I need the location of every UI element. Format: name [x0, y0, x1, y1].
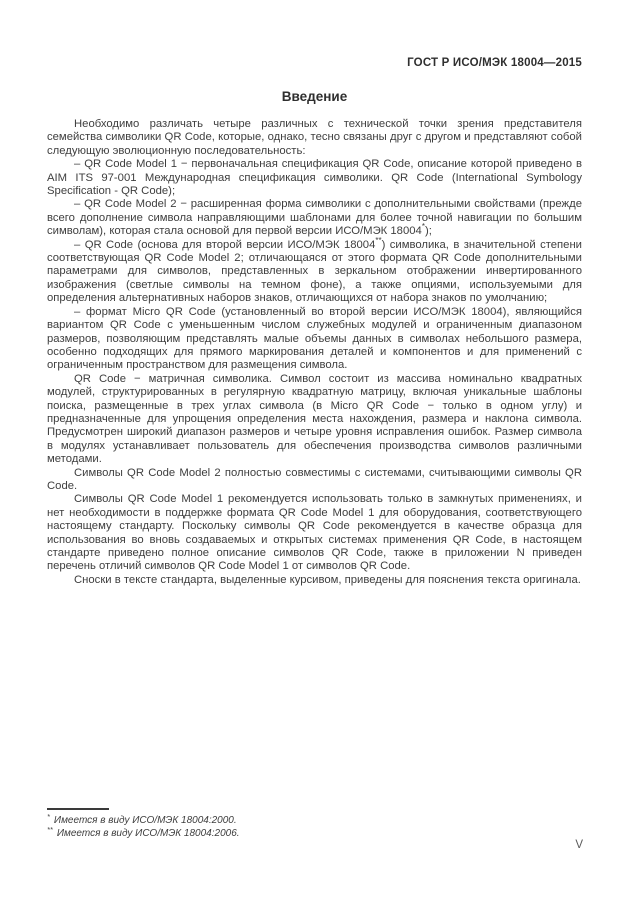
footnote-marker: *: [47, 811, 50, 821]
page-number: V: [575, 839, 583, 851]
paragraph-model1-recommendation: [47, 493, 582, 573]
footnote-1: [47, 811, 582, 827]
footnote-text: Имеется в виду ИСО/МЭК 18004:2000.: [53, 815, 237, 826]
paragraph-text: Символы QR Code Model 1 рекомендуется использовать только в замкнутых применениях, и нет необходимости в поддержке формата QR Code Model 1 для оборудования, соответствующего настоящему стандарту. Поскольку символы QR Code рекомендуется в качестве образца для использования во вновь создаваемых и открытых системах применения QR Code, в настоящем стандарте приведено полное описание символов QR Code, также в приложении N приведен перечень отличий символов QR Code Model 1 от символов QR Code.: [47, 493, 582, 573]
paragraph-text: ) символика, в значительной степени соответствующая QR Code Model 2; отличающаяся от этого формата QR Code дополнительными параметрами для символов, представленных в зеркальном отображении инвертированного изображения (светлые символы на темном фоне), а также опциями, используемыми для определения альтернативных наборов знаков, отличающихся от набора знаков по умолчанию;: [47, 238, 582, 305]
paragraph-text: );: [424, 225, 432, 238]
paragraph-text: Сноски в тексте стандарта, выделенные курсивом, приведены для пояснения текста оригинала.: [74, 573, 581, 586]
footnote-separator: [47, 808, 109, 810]
footnote-reference-marker: *: [421, 222, 425, 232]
paragraph-matrix-symbology: [47, 373, 582, 467]
paragraph-qr-model-2: [47, 198, 582, 238]
paragraph-text: QR Code − матричная символика. Символ состоит из массива номинально квадратных модулей, структурированных в регулярную квадратную матрицу, включая уникальные шаблоны поиска, размещенные в трех углах символа (в Micro QR Code − только в одном углу) и предназначенные для упрощения определения места нахождения, размера и наклона символа. Предусмотрен широкий диапазон размеров и четыре уровня исправления ошибок. Размер символа в модулях устанавливает пользователь для обеспечения производства символов различными методами.: [47, 372, 582, 466]
paragraph-text: Необходимо различать четыре различных с технической точки зрения представителя семейства символики QR Code, которые, однако, тесно связаны друг с другом и представляют собой следующую эволюционную последовательность:: [47, 118, 582, 157]
footnote-reference-marker: **: [375, 235, 382, 245]
footnote-2: [47, 824, 582, 840]
paragraph-text: – формат Micro QR Code (установленный во второй версии ИСО/МЭК 18004), являющийся вариантом QR Code с уменьшенным числом служебных модулей и ограниченным диапазоном размеров, позволяющим представлять малые объемы данных в символах небольшого размера, особенно подходящих для прямого маркирования деталей и компонентов и для применений с ограниченным пространством для размещения символа.: [47, 305, 582, 372]
footnote-marker: **: [47, 824, 53, 834]
paragraph-qr-code: [47, 235, 582, 306]
document-standard-code: ГОСТ Р ИСО/МЭК 18004—2015: [407, 57, 582, 69]
paragraph-qr-model-1: [47, 158, 582, 198]
paragraph-text: – QR Code (основа для второй версии ИСО/МЭК 18004: [74, 238, 376, 251]
paragraph-evolution-intro: [47, 118, 582, 158]
paragraph-footnote-note: [47, 574, 582, 587]
paragraph-text: Символы QR Code Model 2 полностью совместимы с системами, считывающими символы QR Code.: [47, 466, 582, 492]
footnote-text: Имеется в виду ИСО/МЭК 18004:2006.: [56, 828, 240, 839]
paragraph-micro-qr-code: [47, 306, 582, 373]
paragraph-text: – QR Code Model 2 − расширенная форма символики с дополнительными свойствами (прежде всего дополнение символа направляющими шаблонами для более точной навигации по большим символам), которая стала основой для первой версии ИСО/МЭК 18004: [47, 198, 582, 238]
section-title: Введение: [281, 89, 348, 104]
paragraph-text: – QR Code Model 1 − первоначальная спецификация QR Code, описание которой приведено в AIM ITS 97-001 Международная спецификация символики. QR Code (International Symbology Specification - QR Code);: [47, 158, 582, 198]
paragraph-model2-compatibility: [47, 467, 582, 494]
footnote-block: [47, 808, 582, 840]
introduction-body: [47, 118, 582, 587]
